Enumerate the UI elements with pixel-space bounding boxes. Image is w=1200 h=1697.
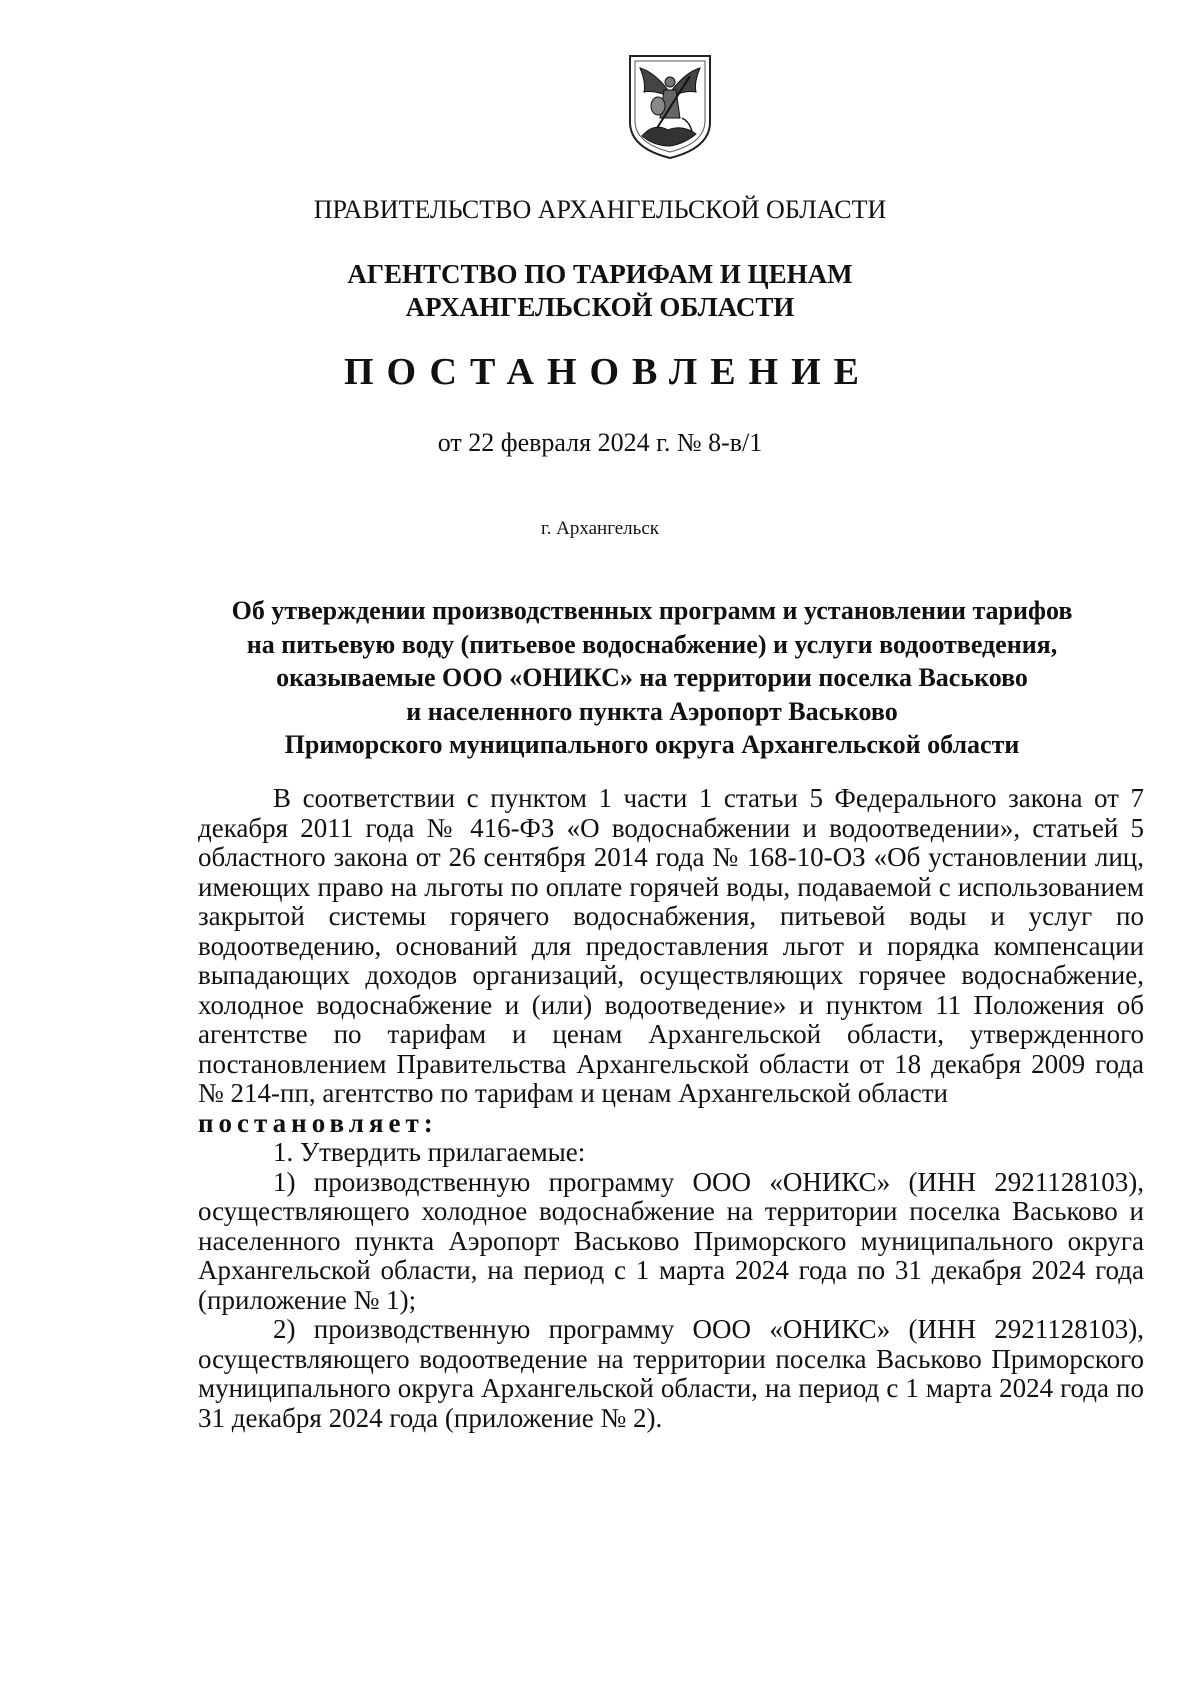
document-date-number: от 22 февраля 2024 г. № 8-в/1: [437, 428, 763, 457]
item-1: 1. Утвердить прилагаемые:: [273, 1137, 586, 1167]
preamble-paragraph: В соответствии с пунктом 1 части 1 статьи 5 Федерального закона от 7 декабря 2011 года № 416-ФЗ «О водоснабжении и водоотведении», статьей 5 областного закона от 26 сентября 2014 года № 168-10-ОЗ «Об установлении лиц, имеющих право на льготы по оплате горячей воды, подаваемой с использованием закрытой системы горячего водоснабжения, питьевой воды и услуг по водоотведению, оснований для предоставления льгот и порядка компенсации выпадающих доходов организаций, осуществляющих горячее водоснабжение, холодное водоснабжение и (или) водоотведение» и пунктом 11 Положения об агентстве по тарифам и ценам Архангельской области, утвержденного постановлением Правительства Архангельской области от 18 декабря 2009 года № 214-пп, агентство по тарифам и ценам Архангельской области: [198, 783, 1144, 1108]
decree-word: постановляет:: [198, 1107, 438, 1138]
subject-line4: и населенного пункта Аэропорт Васьково: [406, 696, 898, 726]
subject-line3: оказываемые ООО «ОНИКС» на территории поселка Васьково: [276, 663, 1028, 692]
government-name: ПРАВИТЕЛЬСТВО АРХАНГЕЛЬСКОЙ ОБЛАСТИ: [313, 195, 887, 224]
document-subject: [160, 594, 1144, 762]
coat-of-arms-icon: [624, 52, 716, 162]
item-1-1: 1) производственную программу ООО «ОНИКС» (ИНН 2921128103), осуществляющего холодное водоснабжение на территории поселка Васьково и населенного пункта Аэропорт Васьково Приморского муниципального округа Архангельской области, на период с 1 марта 2024 года по 31 декабря 2024 года (приложение № 1);: [198, 1166, 1144, 1315]
item-1-2: 2) производственную программу ООО «ОНИКС» (ИНН 2921128103), осуществляющего водоотведение на территории поселка Васьково Приморского муниципального округа Архангельской области, на период с 1 марта 2024 года по 31 декабря 2024 года (приложение № 2).: [198, 1314, 1144, 1433]
document-body: [198, 784, 1144, 1433]
agency-name: [0, 258, 1200, 324]
document-city: г. Архангельск: [540, 518, 659, 539]
document-type-title: ПОСТАНОВЛЕНИЕ: [343, 351, 873, 393]
subject-line1: Об утверждении производственных программ и установлении тарифов: [231, 596, 1073, 625]
subject-line5: Приморского муниципального округа Архангельской области: [284, 730, 1020, 759]
agency-name-line2: АРХАНГЕЛЬСКОЙ ОБЛАСТИ: [405, 292, 795, 322]
subject-line2: на питьевую воду (питьевое водоснабжение) и услуги водоотведения,: [246, 629, 1058, 659]
agency-name-line1: АГЕНТСТВО ПО ТАРИФАМ И ЦЕНАМ: [347, 259, 853, 289]
